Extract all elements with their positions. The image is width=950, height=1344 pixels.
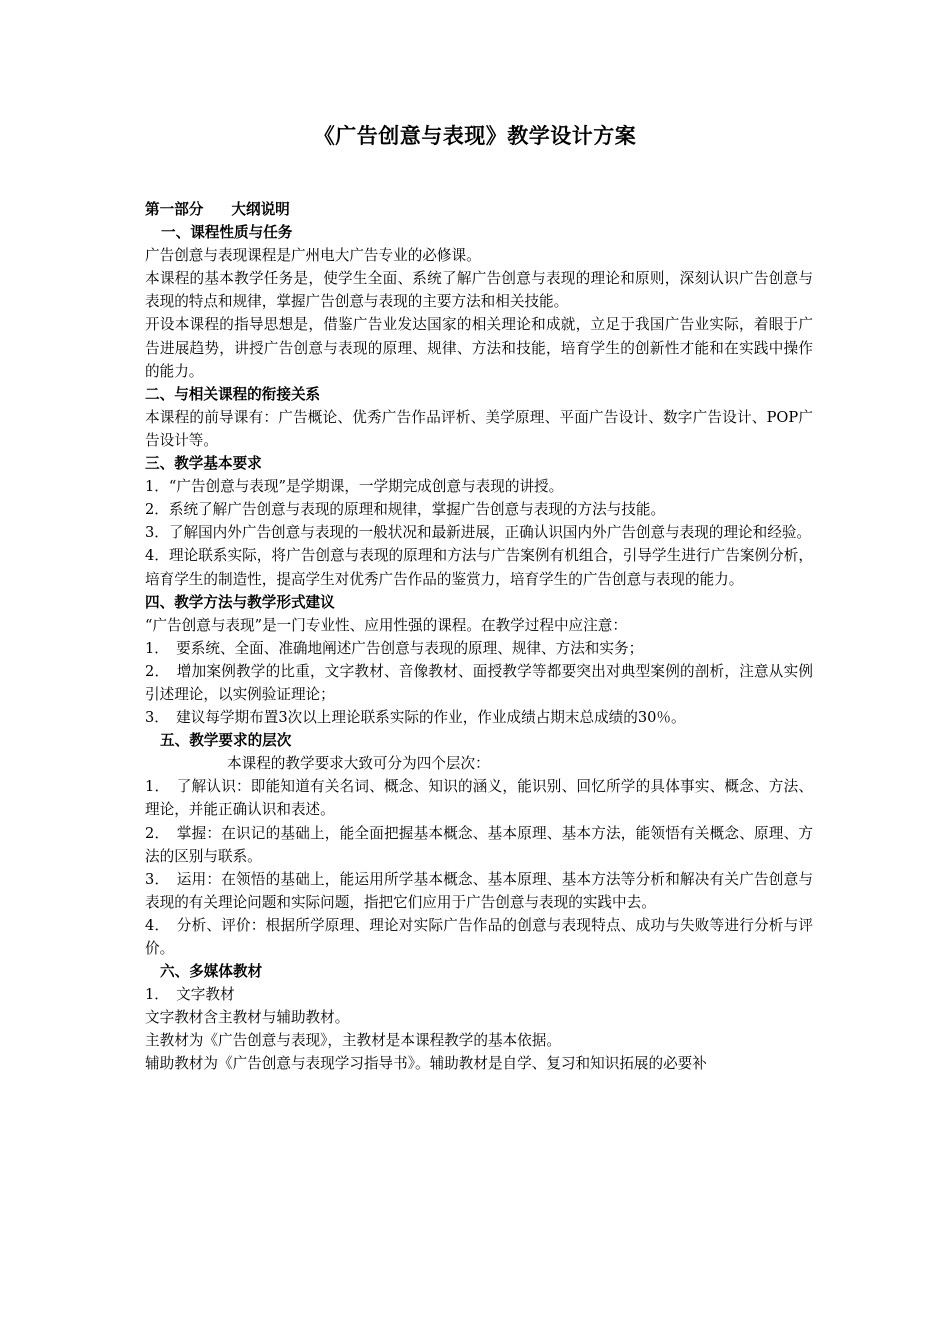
section-heading: 六、多媒体教材 <box>160 963 263 981</box>
part-name: 大纲说明 <box>231 201 290 218</box>
paragraph: 本课程的前导课有：广告概论、优秀广告作品评析、美学原理、平面广告设计、数字广告设计、POP广告设计等。 <box>145 408 813 449</box>
part-heading <box>145 198 813 221</box>
section-heading: 五、教学要求的层次 <box>160 732 292 750</box>
list-item: 1． 了解认识：即能知道有关名词、概念、知识的涵义，能识别、回忆所学的具体事实、概念、方法、理论，并能正确认识和表述。 <box>145 778 813 819</box>
section-heading: 四、教学方法与教学形式建议 <box>145 593 335 611</box>
paragraph: 文字教材含主教材与辅助教材。 <box>145 1009 350 1027</box>
section-heading: 三、教学基本要求 <box>145 455 262 473</box>
subheading: 1． 文字教材 <box>145 986 235 1004</box>
list-item: 2．系统了解广告创意与表现的原理和规律，掌握广告创意与表现的方法与技能。 <box>145 501 666 519</box>
paragraph: “广告创意与表现”是一门专业性、应用性强的课程。在教学过程中应注意： <box>145 616 627 634</box>
list-item: 1．“广告创意与表现”是学期课，一学期完成创意与表现的讲授。 <box>145 478 564 496</box>
section-heading: 一、课程性质与任务 <box>161 224 293 242</box>
document-title: 《广告创意与表现》教学设计方案 <box>313 123 637 148</box>
list-item: 4．理论联系实际，将广告创意与表现的原理和方法与广告案例有机组合，引导学生进行广告案例分析，培育学生的制造性，提高学生对优秀广告作品的鉴赏力，培育学生的广告创意与表现的能力。 <box>145 547 813 588</box>
section-heading: 二、与相关课程的衔接关系 <box>145 385 321 403</box>
list-item: 3． 建议每学期布置3次以上理论联系实际的作业，作业成绩占期末总成绩的30％。 <box>145 709 686 727</box>
list-item: 2． 增加案例教学的比重，文字教材、音像教材、面授教学等都要突出对典型案例的剖析，注意从实例引述理论，以实例验证理论； <box>145 662 813 703</box>
list-item: 2． 掌握：在识记的基础上，能全面把握基本概念、基本原理、基本方法，能领悟有关概念、原理、方法的区别与联系。 <box>145 824 813 865</box>
paragraph: 本课程的基本教学任务是，使学生全面、系统了解广告创意与表现的理论和原则，深刻认识广告创意与表现的特点和规律，掌握广告创意与表现的主要方法和相关技能。 <box>145 270 813 311</box>
part-label: 第一部分 <box>145 201 204 218</box>
list-item: 3．了解国内外广告创意与表现的一般状况和最新进展，正确认识国内外广告创意与表现的理论和经验。 <box>145 524 812 542</box>
list-item: 3． 运用：在领悟的基础上，能运用所学基本概念、基本原理、基本方法等分析和解决有关广告创意与表现的有关理论问题和实际问题，指把它们应用于广告创意与表现的实践中去。 <box>145 870 813 911</box>
list-item: 1． 要系统、全面、准确地阐述广告创意与表现的原理、规律、方法和实务； <box>145 639 644 657</box>
paragraph: 主教材为《广告创意与表现》，主教材是本课程教学的基本依据。 <box>145 1032 561 1050</box>
paragraph: 本课程的教学要求大致可分为四个层次： <box>227 755 490 773</box>
document-body <box>145 198 813 1076</box>
list-item: 4． 分析、评价：根据所学原理、理论对实际广告作品的创意与表现特点、成功与失败等进行分析与评价。 <box>145 916 813 957</box>
paragraph: 开设本课程的指导思想是，借鉴广告业发达国家的相关理论和成就，立足于我国广告业实际，着眼于广告进展趋势，讲授广告创意与表现的原理、规律、方法和技能，培育学生的创新性才能和在实践中操作的能力。 <box>145 316 813 380</box>
paragraph: 辅助教材为《广告创意与表现学习指导书》。辅助教材是自学、复习和知识拓展的必要补 <box>145 1055 707 1073</box>
paragraph: 广告创意与表现课程是广州电大广告专业的必修课。 <box>145 247 481 265</box>
